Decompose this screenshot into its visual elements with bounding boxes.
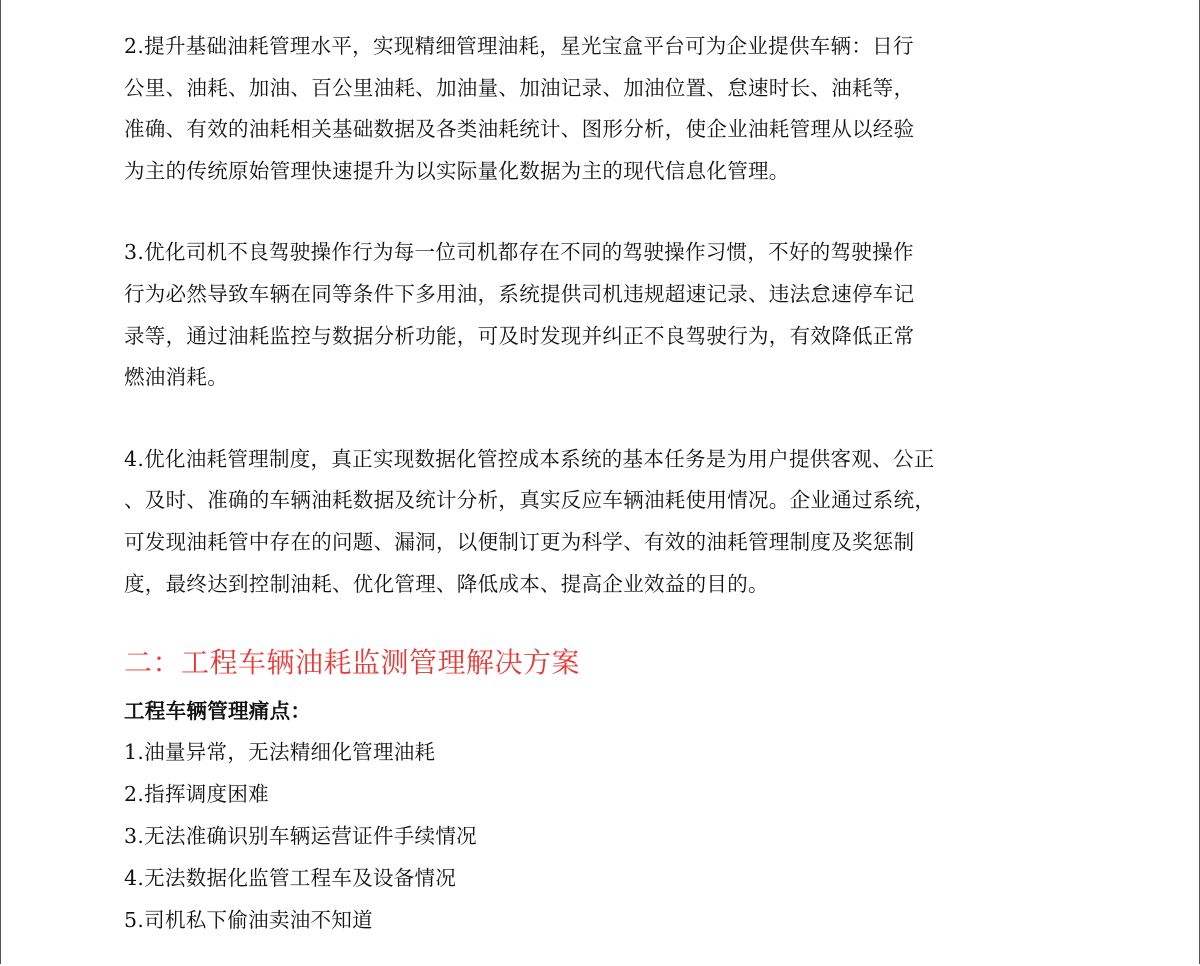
paragraph-line: 2.提升基础油耗管理水平，实现精细管理油耗，星光宝盒平台可为企业提供车辆：日行 <box>124 34 914 58</box>
paragraph-driving-behavior <box>124 232 1064 398</box>
paragraph-line: 准确、有效的油耗相关基础数据及各类油耗统计、图形分析，使企业油耗管理从以经验 <box>124 117 915 142</box>
paragraph-line: 3.优化司机不良驾驶操作行为每一位司机都存在不同的驾驶操作习惯，不好的驾驶操作 <box>124 240 914 265</box>
paragraph-line: 行为必然导致车辆在同等条件下多用油，系统提供司机违规超速记录、违法怠速停车记 <box>124 281 915 306</box>
document-content <box>124 26 1064 941</box>
paragraph-line: 录等，通过油耗监控与数据分析功能，可及时发现并纠正不良驾驶行为，有效降低正常 <box>124 323 915 348</box>
list-item: 1.油量异常，无法精细化管理油耗 <box>124 740 436 765</box>
paragraph-line: 度，最终达到控制油耗、优化管理、降低成本、提高企业效益的目的。 <box>124 571 769 596</box>
list-item: 5.司机私下偷油卖油不知道 <box>124 908 373 933</box>
pain-points-subheading: 工程车辆管理痛点： <box>124 699 312 724</box>
paragraph-line: 可发现油耗管中存在的问题、漏洞，以便制订更为科学、有效的油耗管理制度及奖惩制 <box>124 529 915 554</box>
paragraph-line: 、及时、准确的车辆油耗数据及统计分析，真实反应车辆油耗使用情况。企业通过系统， <box>124 488 936 513</box>
paragraph-line: 4.优化油耗管理制度，真正实现数据化管控成本系统的基本任务是为用户提供客观、公正 <box>124 446 935 471</box>
list-item: 2.指挥调度困难 <box>124 782 269 807</box>
paragraph-line: 为主的传统原始管理快速提升为以实际量化数据为主的现代信息化管理。 <box>124 158 790 183</box>
paragraph-management-system <box>124 439 1064 605</box>
list-item: 3.无法准确识别车辆运营证件手续情况 <box>124 824 477 849</box>
paragraph-line: 公里、油耗、加油、百公里油耗、加油量、加油记录、加油位置、怠速时长、油耗等， <box>124 75 915 100</box>
section-heading: 二：工程车辆油耗监测管理解决方案 <box>124 646 581 680</box>
pain-points-list <box>124 731 1064 941</box>
paragraph-line: 燃油消耗。 <box>124 365 228 390</box>
paragraph-fuel-management-level <box>124 26 1064 192</box>
list-item: 4.无法数据化监管工程车及设备情况 <box>124 866 457 891</box>
